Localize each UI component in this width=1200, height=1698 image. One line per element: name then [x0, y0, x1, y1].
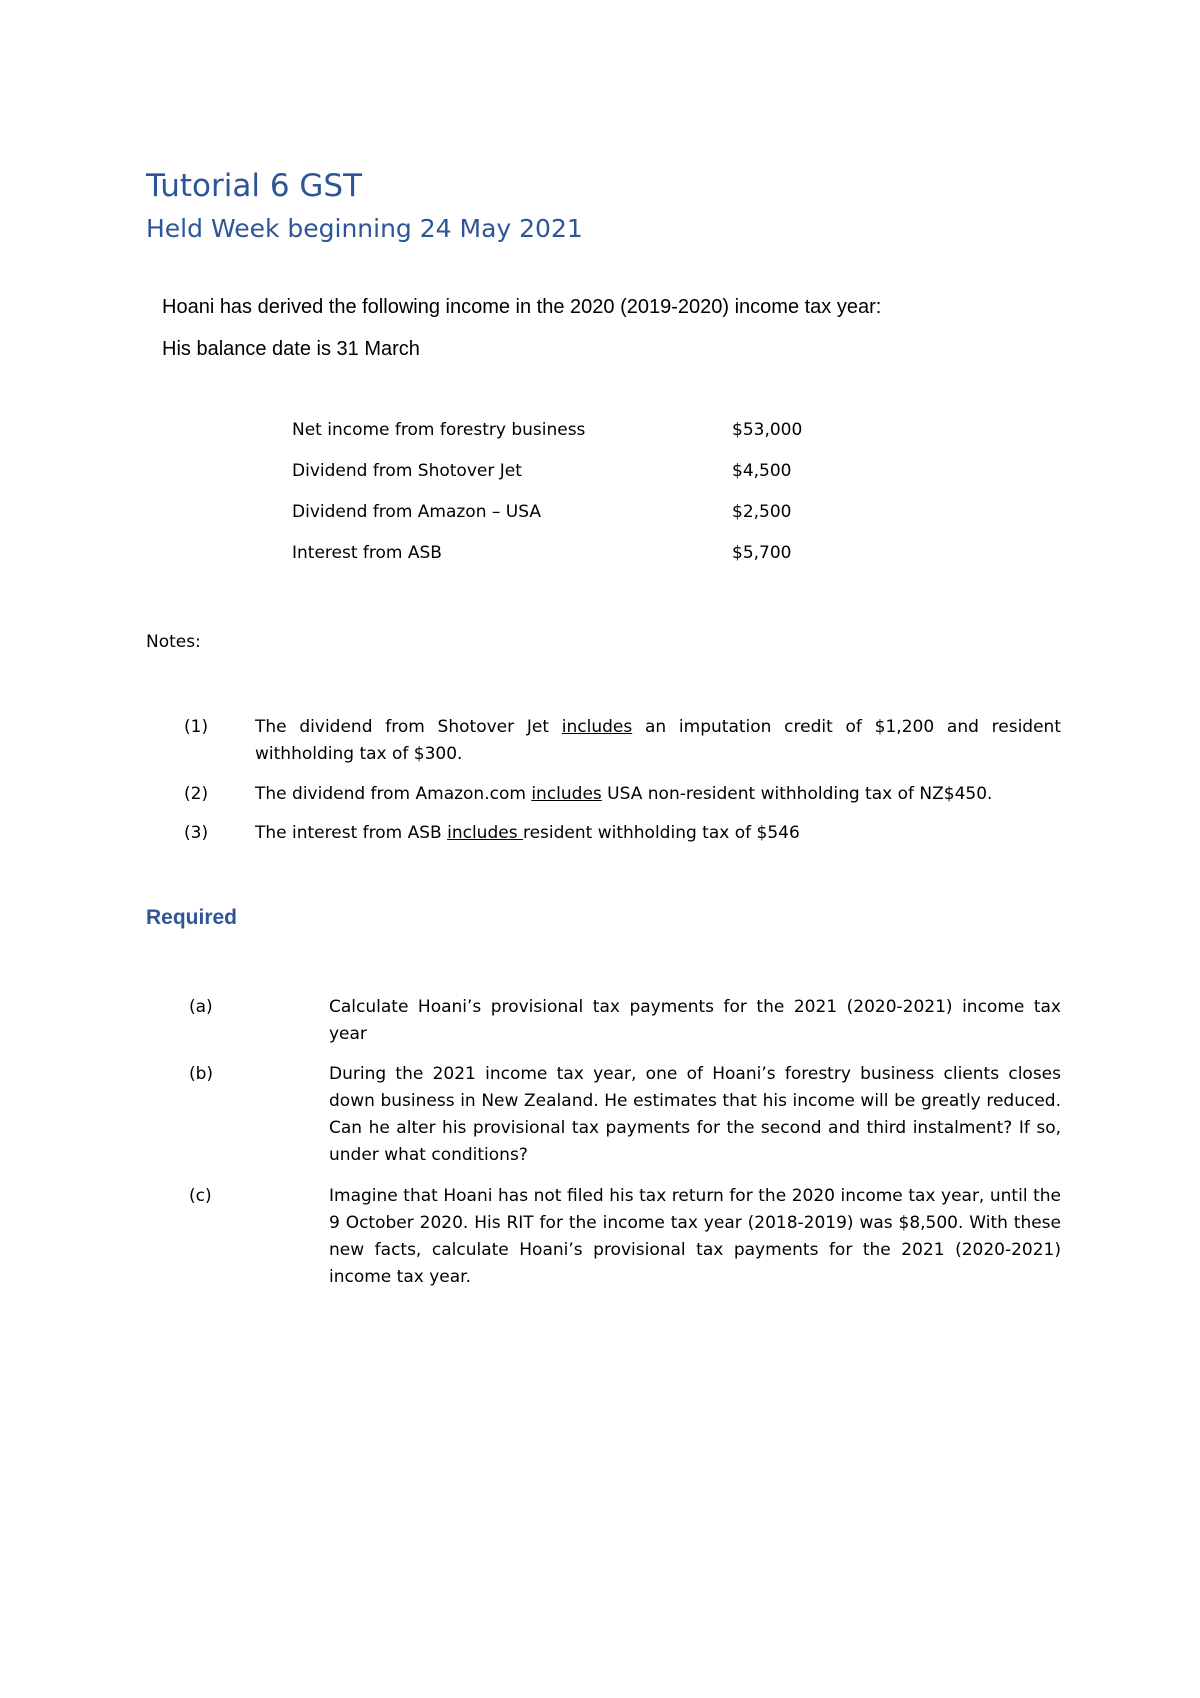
question-number: (b)	[189, 1064, 214, 1084]
required-heading: Required	[146, 906, 238, 929]
page-title: Tutorial 6 GST	[146, 168, 363, 204]
income-label: Interest from ASB	[292, 543, 442, 563]
income-row	[292, 461, 852, 502]
question-number: (c)	[189, 1186, 212, 1206]
page-subtitle: Held Week beginning 24 May 2021	[146, 214, 583, 243]
question-text: Calculate Hoani’s provisional tax payments for the 2021 (2020-2021) income tax year	[329, 997, 1061, 1044]
note-text: The dividend from Amazon.com includes USA non-resident withholding tax of NZ$450.	[255, 784, 993, 804]
note-number: (2)	[184, 784, 209, 804]
note-text: The interest from ASB includes resident withholding tax of $546	[255, 823, 800, 843]
note-text: The dividend from Shotover Jet includes an imputation credit of $1,200 and resident withholding tax of $300.	[255, 717, 1062, 764]
question-text: During the 2021 income tax year, one of Hoani’s forestry business clients closes down business in New Zealand. He estimates that his income will be greatly reduced. Can he alter his provisional tax payments for the second and third instalment? If so, under what conditions?	[329, 1064, 1061, 1165]
income-amount: $5,700	[732, 543, 792, 563]
note-number: (1)	[184, 717, 209, 737]
income-row	[292, 543, 852, 584]
income-amount: $53,000	[732, 420, 803, 440]
income-label: Dividend from Amazon – USA	[292, 502, 541, 522]
income-label: Dividend from Shotover Jet	[292, 461, 522, 481]
notes-heading: Notes:	[146, 632, 201, 652]
question-text: Imagine that Hoani has not filed his tax return for the 2020 income tax year, until the 9 October 2020. His RIT for the income tax year (2018-2019) was $8,500. With these new facts, calculate Hoani’s provisional tax payments for the 2021 (2020-2021) income tax year.	[329, 1186, 1061, 1287]
intro-line-1: Hoani has derived the following income in the 2020 (2019-2020) income tax year:	[162, 296, 882, 318]
question-number: (a)	[189, 997, 213, 1017]
income-table	[292, 420, 852, 584]
intro-line-2: His balance date is 31 March	[162, 338, 420, 360]
note-emphasis: includes	[561, 717, 633, 737]
income-amount: $4,500	[732, 461, 792, 481]
note-number: (3)	[184, 823, 209, 843]
note-emphasis: includes	[447, 823, 523, 843]
income-label: Net income from forestry business	[292, 420, 586, 440]
income-row	[292, 502, 852, 543]
income-amount: $2,500	[732, 502, 792, 522]
note-emphasis: includes	[531, 784, 602, 804]
income-row	[292, 420, 852, 461]
